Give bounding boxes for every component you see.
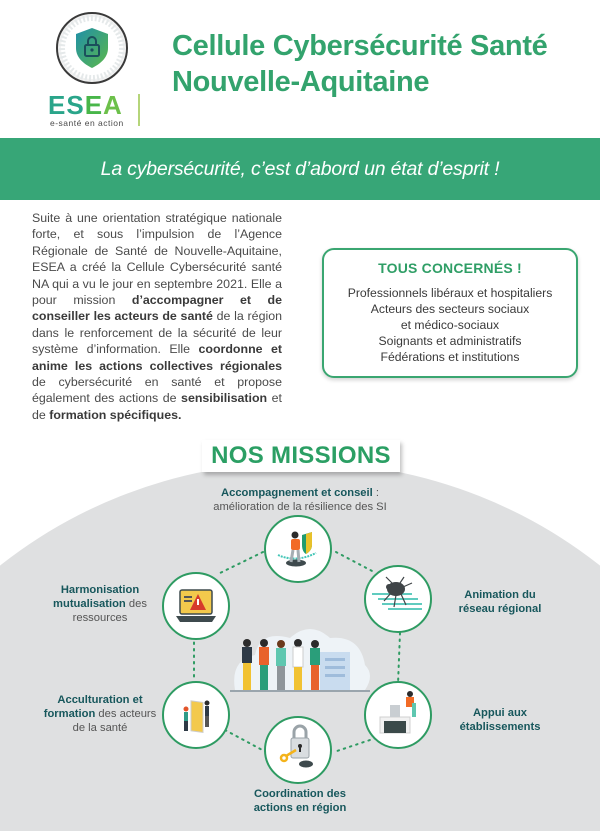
mission-text: des acteurs — [95, 708, 157, 720]
mission-circle-harmonisation — [162, 572, 230, 640]
training-board-icon — [164, 683, 228, 747]
mission-text: : — [372, 487, 379, 499]
audience-item: Soignants et administratifs — [378, 334, 522, 348]
laptop-alert-icon — [164, 574, 228, 638]
esea-wordmark: ESEA — [48, 90, 123, 120]
mission-title: Appui aux — [472, 707, 528, 719]
mission-label-appui — [440, 706, 560, 734]
mission-title: Accompagnement et conseil — [221, 487, 373, 499]
intro-text: de cybersécurité en santé et propose également des actions de — [32, 375, 282, 406]
mission-circle-acculturation — [162, 681, 230, 749]
healthcare-team-illustration — [225, 610, 375, 700]
mission-label-accompagnement — [180, 486, 420, 514]
mission-circle-appui — [364, 681, 432, 749]
mission-title: Harmonisation — [60, 584, 140, 596]
audience-item: et médico-sociaux — [400, 318, 500, 332]
mission-title: actions en région — [253, 802, 347, 814]
intro-text: Suite à une orientation stratégique nationale forte, et sous l’impulsion de l’Agence Régionale de Santé de Nouvelle-Aquitaine, ESEA a créé la Cellule Cybersécurité santé NA qui a vu le jour en septembre 2021. Elle a pour mission — [32, 211, 282, 308]
intro-emphasis: coordonne et anime les actions collectives régionales — [32, 342, 282, 373]
mission-circle-coordination — [264, 716, 332, 784]
bug-network-icon — [366, 567, 430, 631]
mission-text: des — [125, 598, 147, 610]
mission-text: amélioration de la résilience des SI — [213, 501, 387, 513]
audience-item: Acteurs des secteurs sociaux — [370, 302, 530, 316]
mission-circle-accompagnement — [264, 515, 332, 583]
mission-text: ressources — [72, 612, 128, 624]
mission-title: mutualisation — [53, 598, 126, 610]
desk-support-icon — [366, 683, 430, 747]
intro-emphasis: d’accompagner et de conseiller les acteurs de santé — [32, 293, 282, 324]
intro-text: et de — [32, 391, 282, 422]
esea-tagline: e-santé en action — [50, 118, 124, 128]
banner-text: La cybersécurité, c’est d’abord un état d’esprit ! — [100, 157, 500, 180]
mission-label-coordination — [210, 787, 390, 815]
mission-title: Acculturation et — [57, 694, 143, 706]
mission-label-acculturation — [38, 693, 162, 735]
title-line-1: Cellule Cybersécurité Santé — [172, 30, 548, 62]
mission-label-harmonisation — [40, 583, 160, 625]
shield-person-icon — [266, 517, 330, 581]
mission-title: réseau régional — [458, 603, 542, 615]
title-line-2: Nouvelle-Aquitaine — [172, 66, 430, 98]
audience-item: Fédérations et institutions — [380, 350, 520, 364]
mission-title: Coordination des — [254, 788, 346, 800]
mission-title: établissements — [459, 721, 541, 733]
intro-emphasis: sensibilisation — [181, 391, 268, 406]
mission-label-animation — [440, 588, 560, 616]
mission-title: Animation du — [464, 589, 536, 601]
padlock-key-icon — [266, 718, 330, 782]
intro-text: de la région dans le renforcement de la sécurité de leur système d’information. Elle — [32, 309, 282, 357]
mission-title: formation — [43, 708, 96, 720]
audience-title: TOUS CONCERNÉS ! — [378, 260, 522, 276]
mission-text: de la santé — [72, 722, 128, 734]
missions-heading: NOS MISSIONS — [202, 440, 400, 472]
intro-emphasis: formation spécifiques. — [49, 407, 182, 422]
audience-item: Professionnels libéraux et hospitaliers — [347, 286, 553, 300]
